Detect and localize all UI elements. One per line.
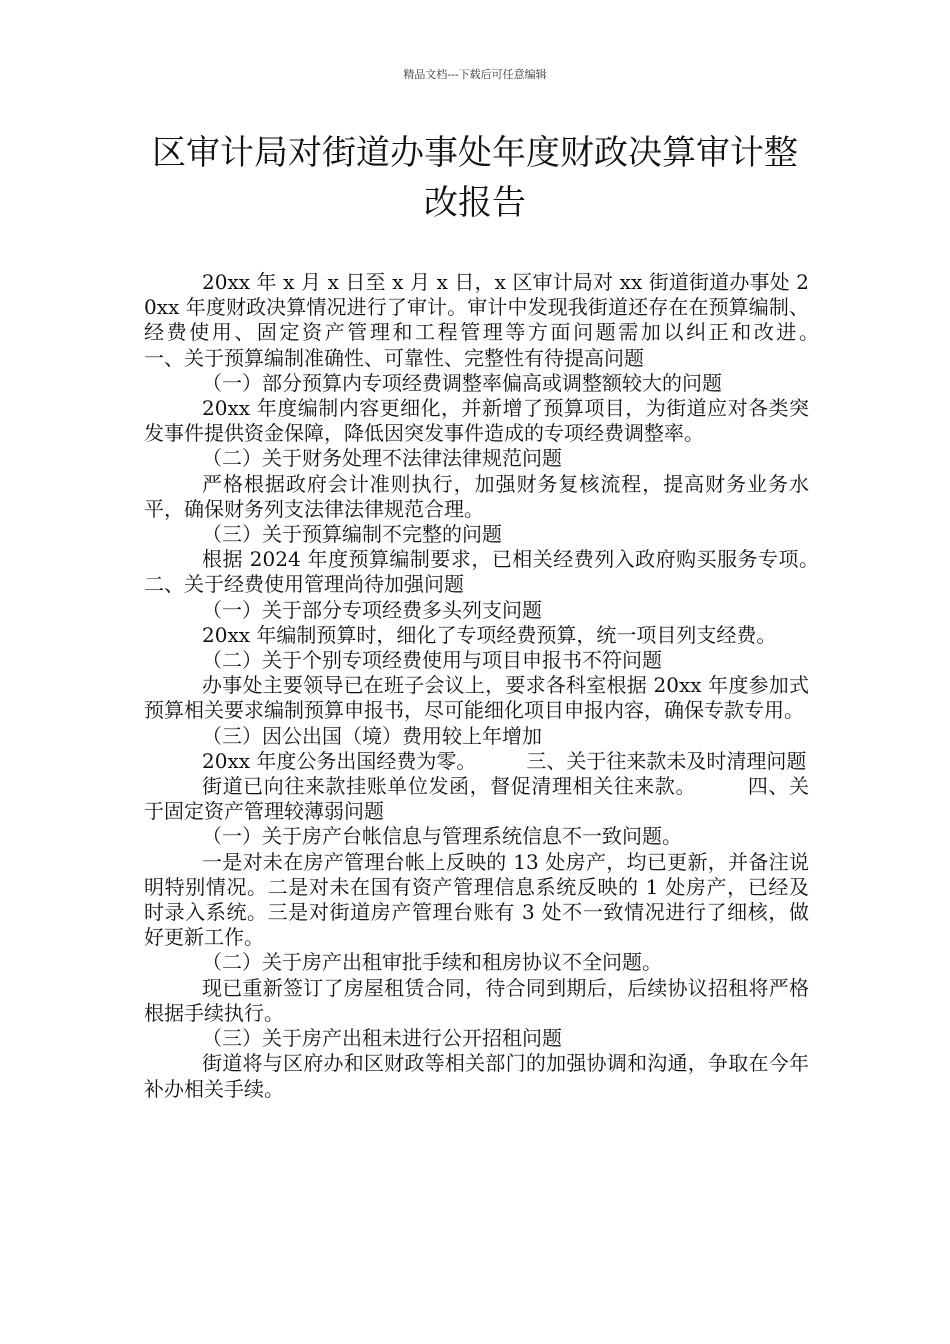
paragraph: 20xx 年编制预算时，细化了专项经费预算，统一项目列支经费。 [202, 622, 777, 647]
paragraph: 根据 2024 年度预算编制要求，已相关经费列入政府购买服务专项。 二、关于经费使用管理尚待加强问题 [144, 547, 869, 597]
paragraph: 一是对未在房产管理台帐上反映的 13 处房产，均已更新，并备注说明特别情况。二是对未在国有资产管理信息系统反映的 1 处房产，已经及时录入系统。三是对街道房产管理台账有 3 处不一致情况进行了细核，做好更新工作。 [144, 849, 809, 950]
section-heading: （二）关于房产出租审批手续和租房协议不全问题。 [202, 950, 662, 975]
section-heading: （二）关于财务处理不法律法律规范问题 [202, 446, 562, 471]
paragraph: 办事处主要领导已在班子会议上，要求各科室根据 20xx 年度参加式预算相关要求编制预算申报书，尽可能细化项目申报内容，确保专款专用。 [144, 673, 809, 723]
section-heading: （二）关于个别专项经费使用与项目申报书不符问题 [202, 648, 662, 673]
document-body [144, 270, 869, 1102]
section-heading: （三）关于预算编制不完整的问题 [202, 522, 502, 547]
paragraph: 街道已向往来款挂账单位发函，督促清理相关往来款。 四、关于固定资产管理较薄弱问题 [144, 774, 809, 824]
paragraph: 严格根据政府会计准则执行，加强财务复核流程，提高财务业务水平，确保财务列支法律法律规范合理。 [144, 471, 809, 521]
section-heading: （一）部分预算内专项经费调整率偏高或调整额较大的问题 [202, 370, 722, 395]
paragraph: 20xx 年度编制内容更细化，并新增了预算项目，为街道应对各类突发事件提供资金保障，降低因突发事件造成的专项经费调整率。 [144, 396, 809, 446]
paragraph: 20xx 年 x 月 x 日至 x 月 x 日，x 区审计局对 xx 街道街道办事处 20xx 年度财政决算情况进行了审计。审计中发现我街道还存在在预算编制、经费使用、固定资产管理和工程管理等方面问题需加以纠正和改进。 一、关于预算编制准确性、可靠性、完整性有待提高问题 [144, 270, 869, 370]
header-note: 精品文档---下载后可任意编辑 [403, 68, 547, 81]
paragraph: 20xx 年度公务出国经费为零。 三、关于往来款未及时清理问题 [202, 748, 807, 773]
section-heading: （三）因公出国（境）费用较上年增加 [202, 723, 542, 748]
section-heading: （三）关于房产出租未进行公开招租问题 [202, 1026, 562, 1051]
paragraph: 现已重新签订了房屋租赁合同，待合同到期后，后续协议招租将严格根据手续执行。 [144, 975, 809, 1025]
document-title: 区审计局对街道办事处年度财政决算审计整改报告 [152, 133, 798, 223]
section-heading: （一）关于部分专项经费多头列支问题 [202, 597, 542, 622]
paragraph: 街道将与区府办和区财政等相关部门的加强协调和沟通，争取在今年补办相关手续。 [144, 1051, 809, 1101]
section-heading: （一）关于房产台帐信息与管理系统信息不一致问题。 [202, 824, 682, 849]
